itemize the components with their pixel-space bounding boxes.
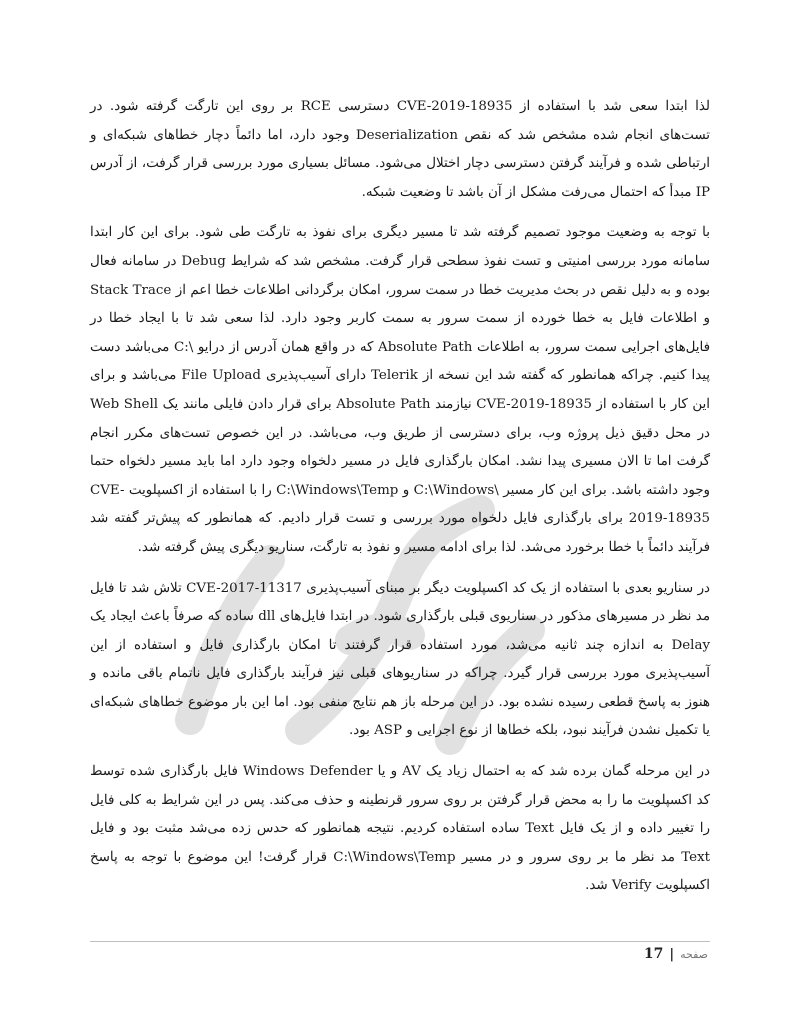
footer-separator: | [669, 946, 675, 962]
page-label: صفحه [680, 947, 708, 961]
document-body [90, 93, 710, 913]
paragraph-4: در این مرحله گمان برده شد که به احتمال زیاد یک AV و یا Windows Defender فایل بارگذاری شده توسط کد اکسپلویت ما را به محض قرار گرفتن بر روی سرور قرنطینه و حذف می‌کند. پس در این شرایط به کلی فایل را تغییر داده و از یک فایل Text ساده استفاده کردیم. نتیجه همانطور که حدس زده می‌شد مثبت بود و فایل Text مد نظر ما بر روی سرور و در مسیر C:\Windows\Temp قرار گرفت! این موضوع با توجه به پاسخ اکسپلویت Verify شد. [90, 764, 710, 894]
paragraph-1: لذا ابتدا سعی شد با استفاده از CVE-2019-18935 دسترسی RCE بر روی این تارگت گرفته شود. در تست‌های انجام شده مشخص شد که نقص Deserialization وجود دارد، اما دائماً دچار خطاهای شبکه‌ای و ارتباطی شده و فرآیند گرفتن دسترسی دچار اختلال می‌شود. مسائل بسیاری مورد بررسی قرار گرفت، از آدرس IP مبدأ که احتمال می‌رفت مشکل از آن باشد تا وضعیت شبکه. [90, 99, 710, 200]
page-footer [644, 946, 708, 962]
page-number: 17 [643, 946, 664, 962]
footer-divider [90, 941, 710, 942]
paragraph-3: در سناریو بعدی با استفاده از یک کد اکسپلویت دیگر بر مبنای آسیب‌پذیری CVE-2017-11317 تلاش شد تا فایل مد نظر در مسیرهای مذکور در سناریوی قبلی بارگذاری شود. در ابتدا فایل‌های dll ساده که صرفاً باعث ایجاد یک Delay به اندازه چند ثانیه می‌شد، مورد استفاده قرار گرفتند تا امکان بارگذاری فایل و استفاده از این آسیب‌پذیری مورد بررسی قرار گیرد. چراکه در سناریوهای قبلی نیز فرآیند بارگذاری فایل ناتمام باقی مانده و هنوز به پاسخ قطعی رسیده نشده بود. در این مرحله باز هم نتایج منفی بود. اما این بار موضوع خطاهای شبکه‌ای یا تکمیل نشدن فرآیند نبود، بلکه خطاها از نوع اجرایی و ASP بود. [90, 580, 711, 739]
paragraph-2: با توجه به وضعیت موجود تصمیم گرفته شد تا مسیر دیگری برای نفوذ به تارگت طی شود. برای این کار ابتدا سامانه مورد بررسی امنیتی و تست نفوذ سطحی قرار گرفت. مشخص شد که شرایط Debug در سامانه فعال بوده و به دلیل نقص در بحث مدیریت خطا در سمت سرور، امکان برگردانی اطلاعات خطا اعم از Stack Trace و اطلاعات فایل به خطا خورده از سمت سرور به سمت کاربر وجود دارد. لذا سعی شد تا با ایجاد خطا در فایل‌های اجرایی سمت سرور، به اطلاعات Absolute Path که در واقع همان آدرس از درایو \:C می‌باشد دست پیدا کنیم. چراکه همانطور که گفته شد این نسخه از Telerik دارای آسیب‌پذیری File Upload می‌باشد و برای این کار با استفاده از CVE-2019-18935 نیازمند Absolute Path برای قرار دادن فایلی مانند یک Web Shell در محل دقیق ذیل پروژه وب، برای دسترسی از طریق وب، می‌باشد. در این خصوص تست‌های مکرر انجام گرفت اما تا الان مسیری پیدا نشد. امکان بارگذاری فایل در مسیر دلخواه وجود دارد اما باید مسیر دلخواه حتما وجود داشته باشد. برای این کار مسیر \C:\Windows و C:\Windows\Temp را با استفاده از اکسپلویت CVE-2019-18935 برای بارگذاری فایل دلخواه مورد بررسی و تست قرار دادیم. که همانطور که پیش‌تر گفته شد فرآیند دائماً با خطا برخورد می‌شد. لذا برای ادامه مسیر و نفوذ به تارگت، سناریو دیگری پیش گرفته شد. [90, 225, 711, 555]
